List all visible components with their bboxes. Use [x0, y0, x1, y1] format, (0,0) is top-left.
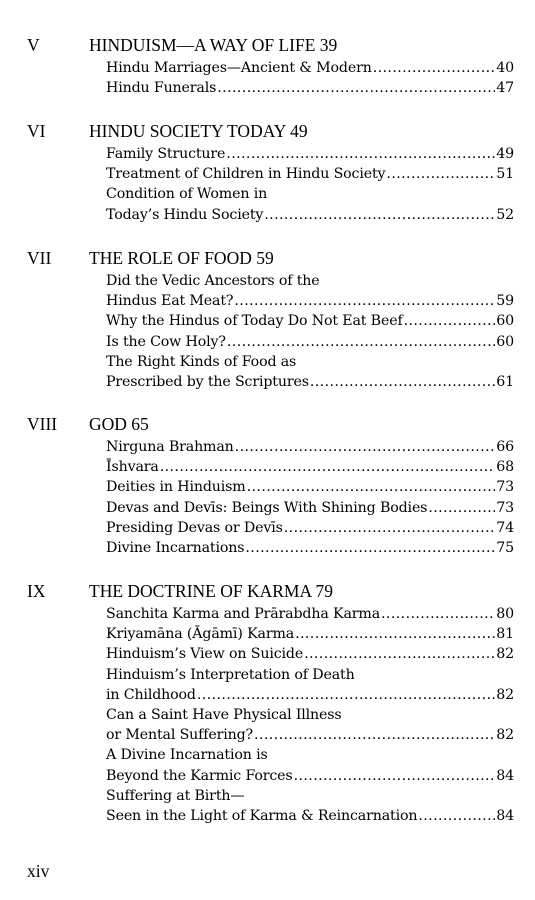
- chapter-title: HINDUISM—A WAY OF LIFE 39: [89, 35, 338, 55]
- entry-page-number: 82: [496, 727, 514, 744]
- toc-entry: [106, 518, 514, 538]
- dot-leader: [226, 144, 495, 164]
- dot-leader: [234, 291, 495, 311]
- dot-leader: [310, 372, 495, 392]
- entry-page-number: 80: [496, 606, 514, 622]
- chapter-title: GOD 65: [89, 414, 149, 434]
- toc-entry: [106, 624, 514, 644]
- dot-leader: [245, 538, 495, 558]
- page-folio: xiv: [27, 861, 50, 881]
- toc-entry: [106, 705, 514, 745]
- chapter-number: VII: [27, 248, 52, 268]
- dot-leader: [284, 518, 495, 538]
- dot-leader: [294, 766, 496, 786]
- entry-page-number: 68: [496, 459, 514, 476]
- dot-leader: [160, 457, 496, 477]
- toc-entry: [106, 144, 514, 164]
- entry-title: or Mental Suffering?: [106, 727, 254, 744]
- chapter-number: IX: [27, 581, 46, 601]
- entry-page-number: 81: [496, 626, 514, 643]
- entry-title: Nirguna Brahman: [106, 439, 234, 455]
- entry-title-line: Suffering at Birth—: [106, 787, 245, 804]
- dot-leader: [304, 644, 495, 664]
- toc-entry: [106, 786, 514, 826]
- entry-page-number: 59: [496, 293, 514, 310]
- entry-title: Family Structure: [106, 146, 226, 162]
- entry-title: Kriyamāna (Āgāmī) Karma: [106, 626, 295, 643]
- entry-title-line: Can a Saint Have Physical Illness: [106, 707, 342, 724]
- chapter-entries: [106, 604, 514, 826]
- toc-entry: [106, 477, 514, 497]
- dot-leader: [247, 477, 496, 497]
- chapter-entries: [106, 144, 514, 225]
- entry-page-number: 75: [496, 540, 514, 557]
- chapter-entries: [106, 437, 514, 558]
- entry-title: Devas and Devīs: Beings With Shining Bodies: [106, 499, 428, 516]
- entry-page-number: 49: [496, 146, 514, 162]
- dot-leader: [227, 332, 495, 352]
- entry-page-number: 60: [496, 313, 514, 330]
- toc-entry: [106, 665, 514, 705]
- entry-page-number: 66: [496, 439, 514, 455]
- entry-title: Hinduism’s View on Suicide: [106, 646, 304, 663]
- entry-page-number: 47: [496, 80, 514, 97]
- entry-title: Beyond the Karmic Forces: [106, 767, 293, 784]
- entry-title: Prescribed by the Scriptures: [106, 374, 309, 391]
- entry-title: Presiding Devas or Devīs: [106, 519, 283, 536]
- entry-title: Why the Hindus of Today Do Not Eat Beef: [106, 313, 403, 330]
- toc-entry: [106, 332, 514, 352]
- entry-title: Today’s Hindu Society: [106, 206, 264, 223]
- dot-leader: [264, 205, 495, 225]
- chapter-title: HINDU SOCIETY TODAY 49: [89, 121, 308, 141]
- entry-title: Treatment of Children in Hindu Society: [106, 166, 386, 183]
- entry-title: Hindu Funerals: [106, 80, 217, 97]
- dot-leader: [373, 58, 496, 78]
- entry-title: in Childhood: [106, 686, 196, 703]
- entry-page-number: 82: [496, 686, 514, 703]
- toc-entry: [106, 352, 514, 392]
- chapter-number: V: [27, 35, 40, 55]
- dot-leader: [386, 164, 495, 184]
- dot-leader: [295, 624, 495, 644]
- entry-page-number: 84: [496, 767, 514, 784]
- entry-page-number: 52: [496, 206, 514, 223]
- toc-entry: [106, 78, 514, 98]
- entry-title: Deities in Hinduism: [106, 479, 246, 496]
- dot-leader: [404, 311, 496, 331]
- entry-page-number: 40: [496, 60, 514, 76]
- entry-title-line: Condition of Women in: [106, 186, 268, 203]
- toc-entry: [106, 498, 514, 518]
- chapter-title: THE DOCTRINE OF KARMA 79: [89, 581, 334, 601]
- dot-leader: [254, 725, 495, 745]
- toc-entry: [106, 538, 514, 558]
- toc-entry: [106, 604, 514, 624]
- chapter-title: THE ROLE OF FOOD 59: [89, 248, 274, 268]
- entry-page-number: 51: [496, 166, 514, 183]
- entry-title-line: The Right Kinds of Food as: [106, 353, 297, 370]
- entry-page-number: 74: [496, 519, 514, 536]
- dot-leader: [428, 498, 495, 518]
- dot-leader: [418, 806, 495, 826]
- entry-title-line: Did the Vedic Ancestors of the: [106, 273, 320, 289]
- entry-page-number: 61: [496, 374, 514, 391]
- toc-entry: [106, 311, 514, 331]
- entry-title: Seen in the Light of Karma & Reincarnation: [106, 808, 418, 825]
- entry-page-number: 73: [496, 499, 514, 516]
- toc-entry: [106, 164, 514, 184]
- chapter-number: VI: [27, 121, 46, 141]
- toc-entry: [106, 271, 514, 311]
- toc-entry: [106, 644, 514, 664]
- toc-entry: [106, 184, 514, 224]
- dot-leader: [381, 604, 495, 624]
- entry-page-number: 73: [496, 479, 514, 496]
- dot-leader: [217, 78, 495, 98]
- entry-title: Īshvara: [106, 459, 159, 476]
- toc-entry: [106, 745, 514, 785]
- entry-title-line: Hinduism’s Interpretation of Death: [106, 666, 355, 683]
- entry-title: Sanchita Karma and Prārabdha Karma: [106, 606, 381, 622]
- dot-leader: [197, 685, 495, 705]
- dot-leader: [235, 437, 496, 457]
- toc-entry: [106, 58, 514, 78]
- entry-title: Hindus Eat Meat?: [106, 293, 234, 310]
- toc-entry: [106, 457, 514, 477]
- entry-title: Is the Cow Holy?: [106, 333, 226, 350]
- entry-title: Divine Incarnations: [106, 540, 245, 557]
- entry-page-number: 82: [496, 646, 514, 663]
- chapter-entries: [106, 271, 514, 392]
- toc-entry: [106, 437, 514, 457]
- entry-page-number: 60: [496, 333, 514, 350]
- entry-page-number: 84: [496, 808, 514, 825]
- chapter-entries: [106, 58, 514, 98]
- entry-title: Hindu Marriages—Ancient & Modern: [106, 60, 372, 76]
- entry-title-line: A Divine Incarnation is: [106, 747, 268, 764]
- chapter-number: VIII: [27, 414, 58, 434]
